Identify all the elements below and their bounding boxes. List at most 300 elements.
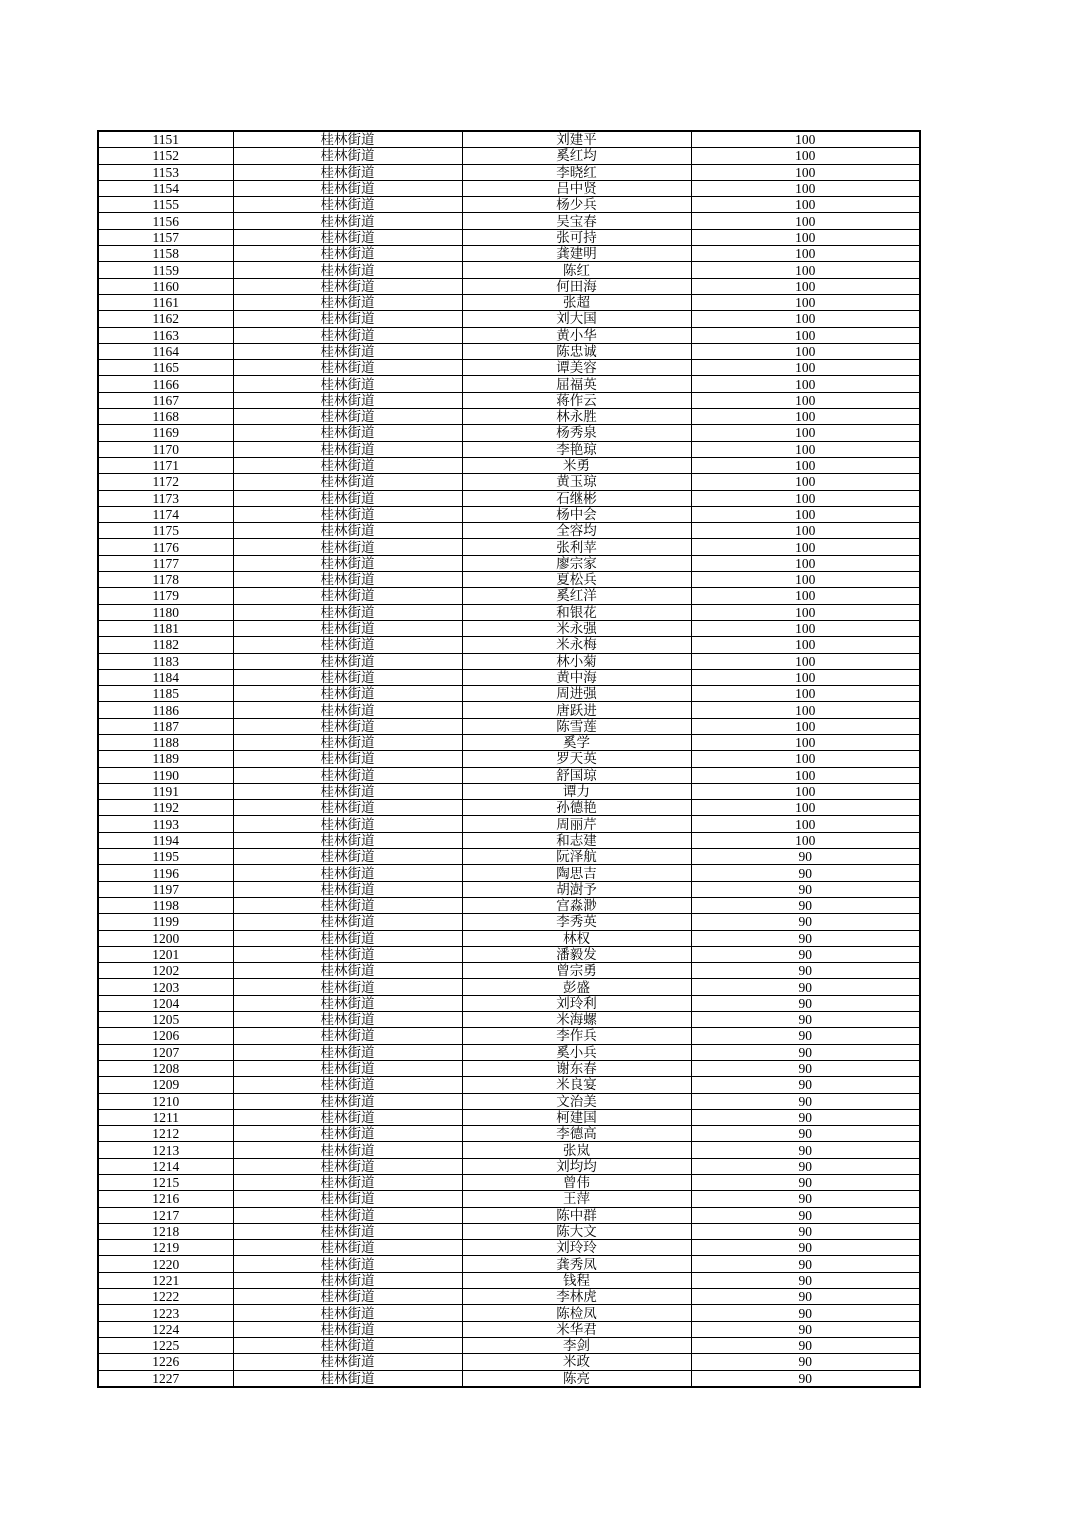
street-cell: 桂林街道 xyxy=(233,620,462,636)
street-cell: 桂林街道 xyxy=(233,963,462,979)
table-row xyxy=(98,1126,920,1142)
amount-cell: 90 xyxy=(691,1207,920,1223)
street-cell: 桂林街道 xyxy=(233,523,462,539)
amount-cell: 100 xyxy=(691,588,920,604)
street-cell: 桂林街道 xyxy=(233,914,462,930)
table-row xyxy=(98,849,920,865)
street-cell: 桂林街道 xyxy=(233,539,462,555)
table-row xyxy=(98,229,920,245)
street-cell: 桂林街道 xyxy=(233,1142,462,1158)
table-row xyxy=(98,718,920,734)
table-row xyxy=(98,751,920,767)
name-cell: 舒国琼 xyxy=(462,767,691,783)
row-number-cell: 1187 xyxy=(98,718,233,734)
name-cell: 和银花 xyxy=(462,604,691,620)
street-cell: 桂林街道 xyxy=(233,229,462,245)
street-cell: 桂林街道 xyxy=(233,1109,462,1125)
name-cell: 夏松兵 xyxy=(462,572,691,588)
street-cell: 桂林街道 xyxy=(233,1256,462,1272)
table-row xyxy=(98,441,920,457)
amount-cell: 90 xyxy=(691,1060,920,1076)
table-row xyxy=(98,1109,920,1125)
name-cell: 李艳琼 xyxy=(462,441,691,457)
table-row xyxy=(98,376,920,392)
table-row xyxy=(98,1060,920,1076)
amount-cell: 90 xyxy=(691,1354,920,1370)
name-cell: 米永强 xyxy=(462,620,691,636)
amount-cell: 100 xyxy=(691,474,920,490)
street-cell: 桂林街道 xyxy=(233,164,462,180)
street-cell: 桂林街道 xyxy=(233,457,462,473)
name-cell: 谭美容 xyxy=(462,360,691,376)
name-cell: 米政 xyxy=(462,1354,691,1370)
name-cell: 曾宗勇 xyxy=(462,963,691,979)
name-cell: 周进强 xyxy=(462,686,691,702)
street-cell: 桂林街道 xyxy=(233,734,462,750)
amount-cell: 100 xyxy=(691,734,920,750)
street-cell: 桂林街道 xyxy=(233,702,462,718)
name-cell: 林小菊 xyxy=(462,653,691,669)
street-cell: 桂林街道 xyxy=(233,783,462,799)
data-table xyxy=(97,130,921,1388)
amount-cell: 100 xyxy=(691,539,920,555)
row-number-cell: 1218 xyxy=(98,1223,233,1239)
amount-cell: 90 xyxy=(691,1370,920,1387)
amount-cell: 90 xyxy=(691,1191,920,1207)
table-row xyxy=(98,1158,920,1174)
table-row xyxy=(98,995,920,1011)
table-row xyxy=(98,1354,920,1370)
row-number-cell: 1185 xyxy=(98,686,233,702)
name-cell: 黄玉琼 xyxy=(462,474,691,490)
amount-cell: 100 xyxy=(691,213,920,229)
row-number-cell: 1163 xyxy=(98,327,233,343)
street-cell: 桂林街道 xyxy=(233,604,462,620)
amount-cell: 100 xyxy=(691,327,920,343)
name-cell: 陈亮 xyxy=(462,1370,691,1387)
table-row xyxy=(98,246,920,262)
row-number-cell: 1175 xyxy=(98,523,233,539)
row-number-cell: 1223 xyxy=(98,1305,233,1321)
row-number-cell: 1155 xyxy=(98,197,233,213)
row-number-cell: 1208 xyxy=(98,1060,233,1076)
amount-cell: 100 xyxy=(691,164,920,180)
street-cell: 桂林街道 xyxy=(233,197,462,213)
amount-cell: 100 xyxy=(691,131,920,148)
table-row xyxy=(98,1289,920,1305)
amount-cell: 90 xyxy=(691,1305,920,1321)
street-cell: 桂林街道 xyxy=(233,246,462,262)
table-row xyxy=(98,360,920,376)
street-cell: 桂林街道 xyxy=(233,360,462,376)
amount-cell: 90 xyxy=(691,881,920,897)
table-row xyxy=(98,1191,920,1207)
table-row xyxy=(98,979,920,995)
street-cell: 桂林街道 xyxy=(233,180,462,196)
amount-cell: 90 xyxy=(691,865,920,881)
name-cell: 陈忠诚 xyxy=(462,343,691,359)
street-cell: 桂林街道 xyxy=(233,1272,462,1288)
row-number-cell: 1173 xyxy=(98,490,233,506)
row-number-cell: 1179 xyxy=(98,588,233,604)
street-cell: 桂林街道 xyxy=(233,392,462,408)
name-cell: 龚建明 xyxy=(462,246,691,262)
row-number-cell: 1154 xyxy=(98,180,233,196)
amount-cell: 100 xyxy=(691,523,920,539)
street-cell: 桂林街道 xyxy=(233,131,462,148)
name-cell: 奚学 xyxy=(462,734,691,750)
amount-cell: 90 xyxy=(691,1044,920,1060)
amount-cell: 100 xyxy=(691,392,920,408)
table-row xyxy=(98,1305,920,1321)
name-cell: 陈雪莲 xyxy=(462,718,691,734)
row-number-cell: 1225 xyxy=(98,1337,233,1353)
name-cell: 米勇 xyxy=(462,457,691,473)
table-row xyxy=(98,865,920,881)
name-cell: 米华君 xyxy=(462,1321,691,1337)
row-number-cell: 1193 xyxy=(98,816,233,832)
row-number-cell: 1205 xyxy=(98,1012,233,1028)
street-cell: 桂林街道 xyxy=(233,751,462,767)
amount-cell: 100 xyxy=(691,262,920,278)
name-cell: 奚红洋 xyxy=(462,588,691,604)
name-cell: 林权 xyxy=(462,930,691,946)
street-cell: 桂林街道 xyxy=(233,897,462,913)
street-cell: 桂林街道 xyxy=(233,213,462,229)
row-number-cell: 1178 xyxy=(98,572,233,588)
name-cell: 阮泽航 xyxy=(462,849,691,865)
amount-cell: 100 xyxy=(691,425,920,441)
name-cell: 李作兵 xyxy=(462,1028,691,1044)
street-cell: 桂林街道 xyxy=(233,148,462,164)
table-row xyxy=(98,914,920,930)
name-cell: 李德高 xyxy=(462,1126,691,1142)
row-number-cell: 1222 xyxy=(98,1289,233,1305)
table-row xyxy=(98,1028,920,1044)
table-row xyxy=(98,588,920,604)
row-number-cell: 1194 xyxy=(98,832,233,848)
name-cell: 陈大文 xyxy=(462,1223,691,1239)
amount-cell: 90 xyxy=(691,963,920,979)
row-number-cell: 1191 xyxy=(98,783,233,799)
row-number-cell: 1157 xyxy=(98,229,233,245)
name-cell: 谭力 xyxy=(462,783,691,799)
name-cell: 石继彬 xyxy=(462,490,691,506)
name-cell: 柯建国 xyxy=(462,1109,691,1125)
street-cell: 桂林街道 xyxy=(233,311,462,327)
amount-cell: 90 xyxy=(691,1028,920,1044)
name-cell: 吴宝春 xyxy=(462,213,691,229)
row-number-cell: 1224 xyxy=(98,1321,233,1337)
row-number-cell: 1170 xyxy=(98,441,233,457)
street-cell: 桂林街道 xyxy=(233,572,462,588)
amount-cell: 100 xyxy=(691,278,920,294)
amount-cell: 100 xyxy=(691,490,920,506)
name-cell: 刘均均 xyxy=(462,1158,691,1174)
table-row xyxy=(98,1207,920,1223)
name-cell: 龚秀凤 xyxy=(462,1256,691,1272)
name-cell: 黄小华 xyxy=(462,327,691,343)
street-cell: 桂林街道 xyxy=(233,1321,462,1337)
row-number-cell: 1152 xyxy=(98,148,233,164)
amount-cell: 90 xyxy=(691,1223,920,1239)
street-cell: 桂林街道 xyxy=(233,1289,462,1305)
table-row xyxy=(98,131,920,148)
row-number-cell: 1201 xyxy=(98,946,233,962)
amount-cell: 100 xyxy=(691,246,920,262)
table-row xyxy=(98,148,920,164)
name-cell: 奚红均 xyxy=(462,148,691,164)
name-cell: 李秀英 xyxy=(462,914,691,930)
street-cell: 桂林街道 xyxy=(233,474,462,490)
row-number-cell: 1219 xyxy=(98,1240,233,1256)
table-row xyxy=(98,832,920,848)
name-cell: 潘毅发 xyxy=(462,946,691,962)
row-number-cell: 1164 xyxy=(98,343,233,359)
amount-cell: 90 xyxy=(691,849,920,865)
row-number-cell: 1200 xyxy=(98,930,233,946)
amount-cell: 90 xyxy=(691,914,920,930)
name-cell: 蒋作云 xyxy=(462,392,691,408)
row-number-cell: 1209 xyxy=(98,1077,233,1093)
amount-cell: 90 xyxy=(691,1077,920,1093)
table-row xyxy=(98,800,920,816)
name-cell: 曾伟 xyxy=(462,1175,691,1191)
table-row xyxy=(98,180,920,196)
row-number-cell: 1210 xyxy=(98,1093,233,1109)
row-number-cell: 1159 xyxy=(98,262,233,278)
row-number-cell: 1216 xyxy=(98,1191,233,1207)
amount-cell: 90 xyxy=(691,1256,920,1272)
street-cell: 桂林街道 xyxy=(233,1370,462,1387)
name-cell: 吕中贤 xyxy=(462,180,691,196)
street-cell: 桂林街道 xyxy=(233,995,462,1011)
name-cell: 李林虎 xyxy=(462,1289,691,1305)
table-row xyxy=(98,262,920,278)
street-cell: 桂林街道 xyxy=(233,294,462,310)
amount-cell: 100 xyxy=(691,148,920,164)
table-body xyxy=(98,131,920,1387)
name-cell: 黄中海 xyxy=(462,669,691,685)
name-cell: 杨少兵 xyxy=(462,197,691,213)
amount-cell: 90 xyxy=(691,1240,920,1256)
amount-cell: 100 xyxy=(691,816,920,832)
street-cell: 桂林街道 xyxy=(233,849,462,865)
street-cell: 桂林街道 xyxy=(233,1305,462,1321)
row-number-cell: 1151 xyxy=(98,131,233,148)
table-row xyxy=(98,490,920,506)
table-row xyxy=(98,457,920,473)
row-number-cell: 1165 xyxy=(98,360,233,376)
amount-cell: 90 xyxy=(691,1337,920,1353)
row-number-cell: 1156 xyxy=(98,213,233,229)
street-cell: 桂林街道 xyxy=(233,1207,462,1223)
amount-cell: 100 xyxy=(691,294,920,310)
row-number-cell: 1183 xyxy=(98,653,233,669)
table-row xyxy=(98,425,920,441)
amount-cell: 100 xyxy=(691,686,920,702)
row-number-cell: 1211 xyxy=(98,1109,233,1125)
row-number-cell: 1206 xyxy=(98,1028,233,1044)
table-row xyxy=(98,1142,920,1158)
row-number-cell: 1166 xyxy=(98,376,233,392)
row-number-cell: 1195 xyxy=(98,849,233,865)
row-number-cell: 1203 xyxy=(98,979,233,995)
street-cell: 桂林街道 xyxy=(233,1191,462,1207)
street-cell: 桂林街道 xyxy=(233,441,462,457)
table-row xyxy=(98,1012,920,1028)
amount-cell: 90 xyxy=(691,1175,920,1191)
street-cell: 桂林街道 xyxy=(233,1126,462,1142)
row-number-cell: 1214 xyxy=(98,1158,233,1174)
street-cell: 桂林街道 xyxy=(233,800,462,816)
street-cell: 桂林街道 xyxy=(233,555,462,571)
name-cell: 陈中群 xyxy=(462,1207,691,1223)
table-row xyxy=(98,930,920,946)
amount-cell: 100 xyxy=(691,751,920,767)
name-cell: 陈红 xyxy=(462,262,691,278)
row-number-cell: 1172 xyxy=(98,474,233,490)
amount-cell: 90 xyxy=(691,1126,920,1142)
street-cell: 桂林街道 xyxy=(233,946,462,962)
name-cell: 全容均 xyxy=(462,523,691,539)
name-cell: 廖宗家 xyxy=(462,555,691,571)
amount-cell: 100 xyxy=(691,800,920,816)
amount-cell: 90 xyxy=(691,1142,920,1158)
amount-cell: 100 xyxy=(691,229,920,245)
amount-cell: 100 xyxy=(691,311,920,327)
name-cell: 胡澍予 xyxy=(462,881,691,897)
table-row xyxy=(98,1256,920,1272)
table-row xyxy=(98,294,920,310)
row-number-cell: 1227 xyxy=(98,1370,233,1387)
amount-cell: 90 xyxy=(691,1272,920,1288)
row-number-cell: 1160 xyxy=(98,278,233,294)
street-cell: 桂林街道 xyxy=(233,1028,462,1044)
street-cell: 桂林街道 xyxy=(233,669,462,685)
name-cell: 周丽芹 xyxy=(462,816,691,832)
amount-cell: 100 xyxy=(691,604,920,620)
table-row xyxy=(98,572,920,588)
row-number-cell: 1199 xyxy=(98,914,233,930)
street-cell: 桂林街道 xyxy=(233,1093,462,1109)
row-number-cell: 1168 xyxy=(98,409,233,425)
table-row xyxy=(98,474,920,490)
row-number-cell: 1217 xyxy=(98,1207,233,1223)
table-row xyxy=(98,1272,920,1288)
table-row xyxy=(98,604,920,620)
street-cell: 桂林街道 xyxy=(233,881,462,897)
table-row xyxy=(98,523,920,539)
row-number-cell: 1184 xyxy=(98,669,233,685)
table-row xyxy=(98,783,920,799)
name-cell: 钱程 xyxy=(462,1272,691,1288)
table-row xyxy=(98,1044,920,1060)
amount-cell: 100 xyxy=(691,555,920,571)
street-cell: 桂林街道 xyxy=(233,1240,462,1256)
amount-cell: 100 xyxy=(691,832,920,848)
name-cell: 文治美 xyxy=(462,1093,691,1109)
table-row xyxy=(98,213,920,229)
name-cell: 刘大国 xyxy=(462,311,691,327)
name-cell: 罗天英 xyxy=(462,751,691,767)
amount-cell: 90 xyxy=(691,1158,920,1174)
amount-cell: 100 xyxy=(691,572,920,588)
name-cell: 林永胜 xyxy=(462,409,691,425)
table-row xyxy=(98,1370,920,1387)
amount-cell: 100 xyxy=(691,441,920,457)
street-cell: 桂林街道 xyxy=(233,588,462,604)
table-row xyxy=(98,327,920,343)
row-number-cell: 1221 xyxy=(98,1272,233,1288)
table-row xyxy=(98,1223,920,1239)
street-cell: 桂林街道 xyxy=(233,1158,462,1174)
amount-cell: 90 xyxy=(691,1093,920,1109)
name-cell: 刘玲利 xyxy=(462,995,691,1011)
amount-cell: 100 xyxy=(691,767,920,783)
row-number-cell: 1196 xyxy=(98,865,233,881)
amount-cell: 90 xyxy=(691,995,920,1011)
table-row xyxy=(98,1175,920,1191)
row-number-cell: 1202 xyxy=(98,963,233,979)
amount-cell: 90 xyxy=(691,1109,920,1125)
street-cell: 桂林街道 xyxy=(233,816,462,832)
name-cell: 刘建平 xyxy=(462,131,691,148)
row-number-cell: 1181 xyxy=(98,620,233,636)
name-cell: 彭盛 xyxy=(462,979,691,995)
name-cell: 米永梅 xyxy=(462,637,691,653)
street-cell: 桂林街道 xyxy=(233,425,462,441)
street-cell: 桂林街道 xyxy=(233,865,462,881)
row-number-cell: 1176 xyxy=(98,539,233,555)
street-cell: 桂林街道 xyxy=(233,637,462,653)
name-cell: 张可持 xyxy=(462,229,691,245)
name-cell: 米良宴 xyxy=(462,1077,691,1093)
table-row xyxy=(98,637,920,653)
table-row xyxy=(98,620,920,636)
name-cell: 张超 xyxy=(462,294,691,310)
row-number-cell: 1161 xyxy=(98,294,233,310)
row-number-cell: 1212 xyxy=(98,1126,233,1142)
amount-cell: 100 xyxy=(691,409,920,425)
name-cell: 刘玲玲 xyxy=(462,1240,691,1256)
street-cell: 桂林街道 xyxy=(233,1337,462,1353)
table-row xyxy=(98,197,920,213)
row-number-cell: 1186 xyxy=(98,702,233,718)
name-cell: 李剑 xyxy=(462,1337,691,1353)
street-cell: 桂林街道 xyxy=(233,653,462,669)
row-number-cell: 1162 xyxy=(98,311,233,327)
name-cell: 孙德艳 xyxy=(462,800,691,816)
street-cell: 桂林街道 xyxy=(233,1223,462,1239)
table-row xyxy=(98,897,920,913)
amount-cell: 100 xyxy=(691,180,920,196)
street-cell: 桂林街道 xyxy=(233,278,462,294)
table-row xyxy=(98,881,920,897)
table-row xyxy=(98,392,920,408)
row-number-cell: 1215 xyxy=(98,1175,233,1191)
street-cell: 桂林街道 xyxy=(233,979,462,995)
street-cell: 桂林街道 xyxy=(233,409,462,425)
name-cell: 杨中会 xyxy=(462,506,691,522)
name-cell: 陶思吉 xyxy=(462,865,691,881)
amount-cell: 100 xyxy=(691,343,920,359)
row-number-cell: 1207 xyxy=(98,1044,233,1060)
street-cell: 桂林街道 xyxy=(233,686,462,702)
name-cell: 何田海 xyxy=(462,278,691,294)
name-cell: 陈检凤 xyxy=(462,1305,691,1321)
street-cell: 桂林街道 xyxy=(233,1175,462,1191)
